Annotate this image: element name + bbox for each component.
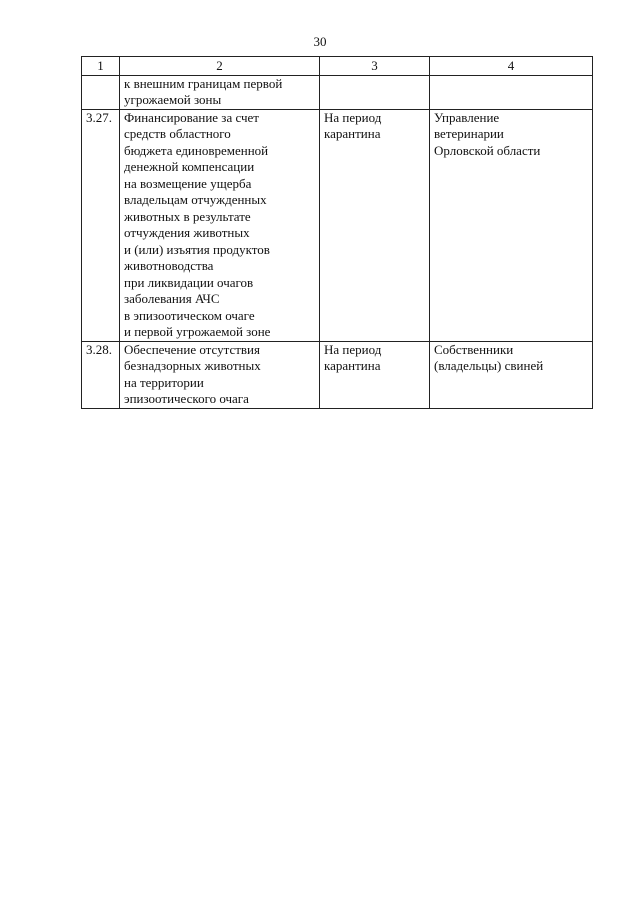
period-line: карантина — [324, 126, 381, 141]
action-line: животноводства — [124, 258, 214, 273]
row-number-cell: 3.28. — [82, 341, 120, 408]
table-row-continuation — [82, 75, 593, 109]
responsible-line: Собственники — [434, 341, 514, 357]
table-row — [82, 109, 593, 341]
responsible-cell — [430, 109, 593, 341]
action-line: владельцам отчужденных — [124, 192, 267, 207]
responsible-cell — [430, 75, 593, 109]
row-number-cell — [82, 75, 120, 109]
action-line: безнадзорных животных — [124, 358, 261, 373]
action-line: отчуждения животных — [124, 225, 250, 240]
column-header-3: 3 — [320, 57, 430, 76]
action-line: при ликвидации очагов — [124, 274, 254, 290]
action-line: животных в результате — [124, 208, 251, 224]
page-number: 30 — [313, 34, 327, 49]
action-line: к внешним границам первой — [124, 75, 283, 91]
action-cell — [120, 341, 320, 408]
responsible-line: Управление — [434, 109, 500, 125]
column-header-4: 4 — [430, 57, 593, 76]
action-line: угрожаемой зоны — [124, 92, 222, 107]
action-line: бюджета единовременной — [124, 142, 269, 158]
table-header-row — [82, 57, 593, 76]
period-line: карантина — [324, 358, 381, 373]
period-cell — [320, 75, 430, 109]
action-line: Финансирование за счет — [124, 109, 259, 125]
measures-table — [81, 56, 593, 409]
action-line: на возмещение ущерба — [124, 175, 252, 191]
action-line: на территории — [124, 374, 204, 390]
action-line: денежной компенсации — [124, 159, 255, 174]
action-line: в эпизоотическом очаге — [124, 307, 255, 323]
action-line: средств областного — [124, 126, 231, 141]
action-line: заболевания АЧС — [124, 291, 220, 306]
action-cell — [120, 109, 320, 341]
period-cell — [320, 341, 430, 408]
action-line: эпизоотического очага — [124, 391, 249, 406]
period-line: На период — [324, 341, 382, 357]
responsible-line: Орловской области — [434, 142, 541, 158]
responsible-cell — [430, 341, 593, 408]
action-line: Обеспечение отсутствия — [124, 341, 260, 357]
action-line: и первой угрожаемой зоне — [124, 324, 271, 339]
table-row — [82, 341, 593, 408]
column-header-1: 1 — [82, 57, 120, 76]
action-line: и (или) изъятия продуктов — [124, 241, 270, 257]
row-number-cell: 3.27. — [82, 109, 120, 341]
period-cell — [320, 109, 430, 341]
responsible-line: (владельцы) свиней — [434, 358, 544, 373]
responsible-line: ветеринарии — [434, 126, 504, 141]
period-line: На период — [324, 109, 382, 125]
action-cell — [120, 75, 320, 109]
column-header-2: 2 — [120, 57, 320, 76]
